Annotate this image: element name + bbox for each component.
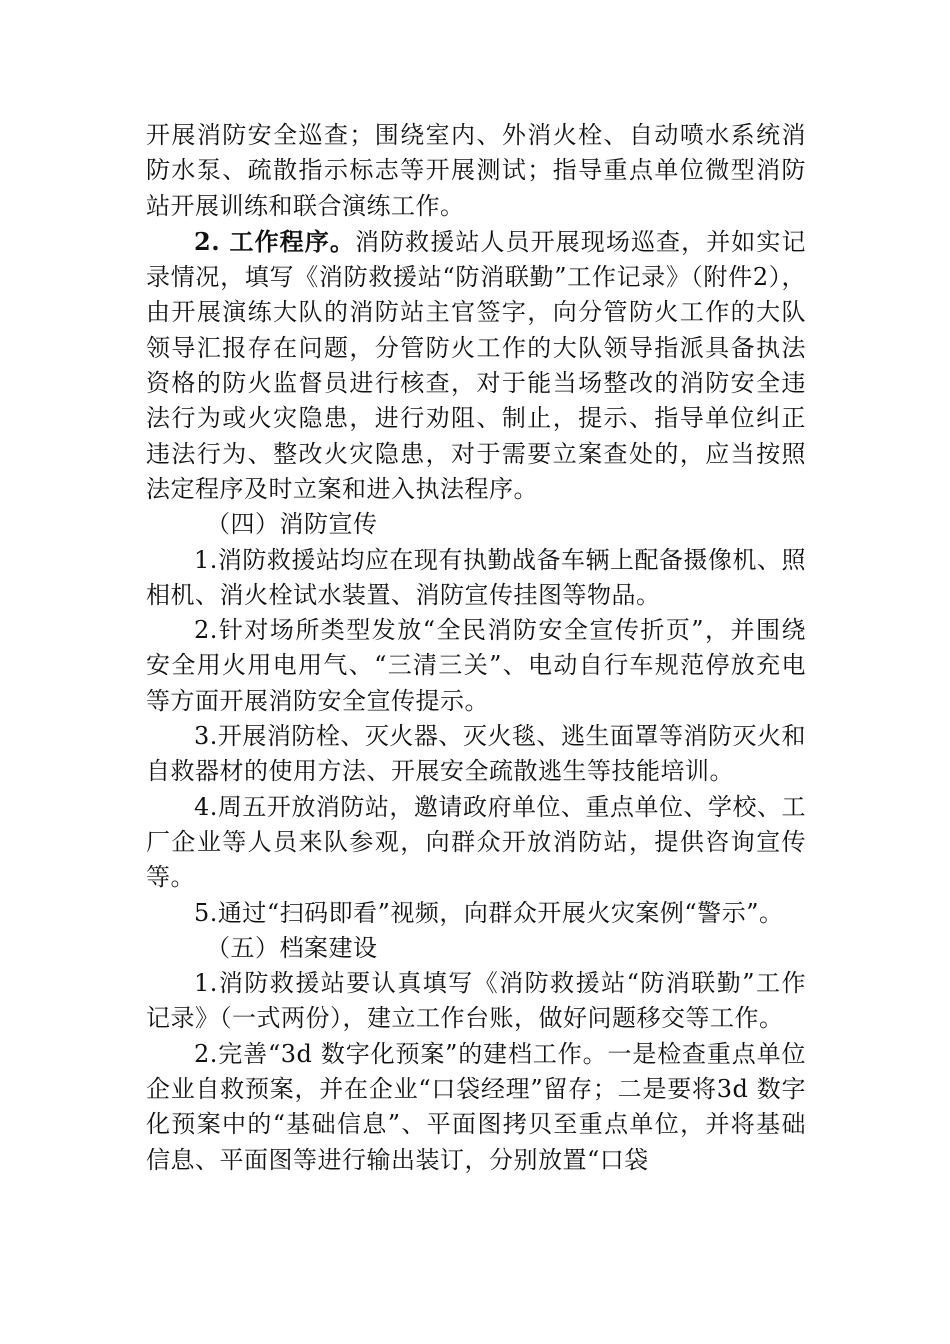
- paragraph-publicity-2: 2.针对场所类型发放“全民消防安全宣传折页”，并围绕安全用火用电用气、“三清三关”、电动自行车规范停放充电等方面开展消防安全宣传提示。: [146, 616, 806, 715]
- section-heading-archives: （五）档案建设: [206, 933, 378, 962]
- paragraph-publicity-4: 4.周五开放消防站，邀请政府单位、重点单位、学校、工厂企业等人员来队参观，向群众开放消防站，提供咨询宣传等。: [146, 792, 806, 892]
- paragraph-text: 消防救援站人员开展现场巡查，并如实记录情况，填写《消防救援站“防消联勤”工作记录》（附件2），由开展演练大队的消防站主官签字，向分管防火工作的大队领导汇报存在问题，分管防火工作的大队领导指派具备执法资格的防火监督员进行核查，对于能当场整改的消防安全违法行为或火灾隐患，进行劝阻、制止，提示、指导单位纠正违法行为、整改火灾隐患，对于需要立案查处的，应当按照法定程序及时立案和进入执法程序。: [146, 227, 806, 503]
- paragraph-publicity-1: 1.消防救援站均应在现有执勤战备车辆上配备摄像机、照相机、消火栓试水装置、消防宣传挂图等物品。: [146, 545, 806, 609]
- paragraph-archives-1: 1.消防救援站要认真填写《消防救援站“防消联勤”工作记录》（一式两份），建立工作台账，做好问题移交等工作。: [146, 969, 806, 1033]
- paragraph-lead: 2. 工作程序。: [194, 226, 355, 256]
- paragraph-archives-2: 2.完善“3d 数字化预案”的建档工作。一是检查重点单位企业自救预案，并在企业“口袋经理”留存；二是要将3d 数字化预案中的“基础信息”、平面图拷贝至重点单位，并将基础信息、平面图等进行输出装订，分别放置“口袋: [146, 1039, 806, 1174]
- section-heading-publicity: （四）消防宣传: [206, 510, 378, 539]
- paragraph-patrol-continued: [146, 118, 806, 224]
- paragraph-publicity-5: 5.通过“扫码即看”视频，向群众开展火灾案例“警示”。: [194, 898, 784, 927]
- paragraph-publicity-3: 3.开展消防栓、灭火器、灭火毯、逃生面罩等消防灭火和自救器材的使用方法、开展安全疏散逃生等技能培训。: [146, 722, 806, 786]
- paragraph-text: 开展消防安全巡查；围绕室内、外消火栓、自动喷水系统消防水泵、疏散指示标志等开展测试；指导重点单位微型消防站开展训练和联合演练工作。: [146, 121, 806, 220]
- document-page: [146, 118, 806, 1178]
- paragraph-work-procedure: [146, 224, 806, 507]
